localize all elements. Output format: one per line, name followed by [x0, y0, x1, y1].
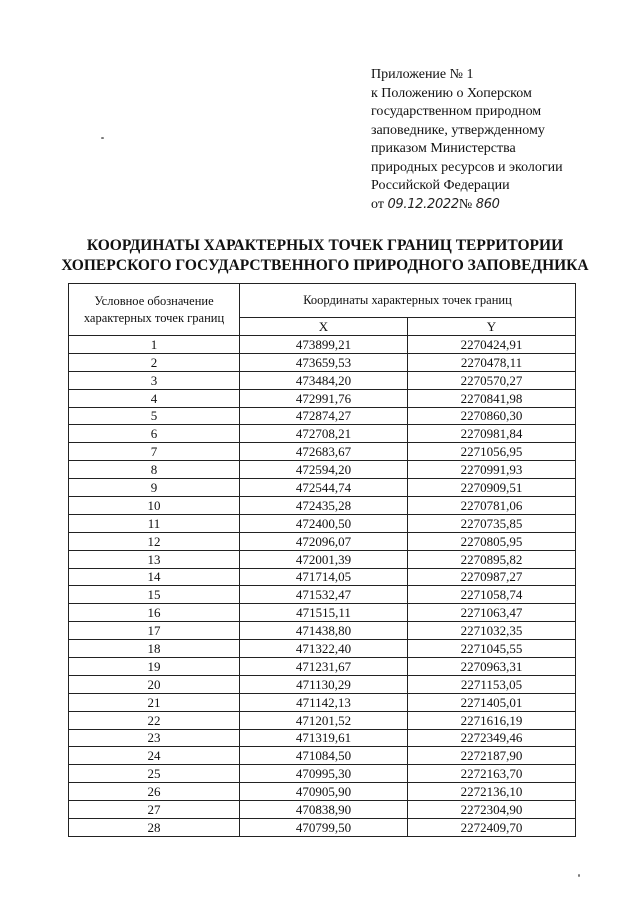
y-coordinate-cell: 2270781,06	[408, 497, 576, 515]
handwritten-number: 860	[475, 196, 500, 212]
table-row	[69, 461, 576, 479]
table-row	[69, 568, 576, 586]
y-coordinate-cell: 2270909,51	[408, 479, 576, 497]
x-coordinate-cell: 471201,52	[240, 711, 408, 729]
y-coordinate-cell: 2271056,95	[408, 443, 576, 461]
y-coordinate-cell: 2270805,95	[408, 532, 576, 550]
point-number-cell: 15	[69, 586, 240, 604]
x-coordinate-cell: 470799,50	[240, 819, 408, 837]
date-prefix: от	[371, 196, 384, 212]
appendix-header	[371, 66, 621, 214]
x-coordinate-cell: 471515,11	[240, 604, 408, 622]
point-number-cell: 11	[69, 514, 240, 532]
x-coordinate-cell: 471714,05	[240, 568, 408, 586]
header-line-1: Приложение № 1	[371, 67, 474, 82]
table-row	[69, 389, 576, 407]
table-row	[69, 336, 576, 354]
point-number-cell: 28	[69, 819, 240, 837]
x-coordinate-cell: 472001,39	[240, 550, 408, 568]
y-coordinate-cell: 2270570,27	[408, 371, 576, 389]
point-label-header: Условное обозначение характерных точек границ	[69, 284, 240, 336]
table-row	[69, 353, 576, 371]
point-number-cell: 10	[69, 497, 240, 515]
table-row	[69, 658, 576, 676]
title-line-1: КООРДИНАТЫ ХАРАКТЕРНЫХ ТОЧЕК ГРАНИЦ ТЕРРИТОРИИ	[86, 237, 564, 254]
table-row	[69, 425, 576, 443]
document-title	[40, 236, 610, 276]
y-coordinate-cell: 2270987,27	[408, 568, 576, 586]
point-number-cell: 26	[69, 783, 240, 801]
y-coordinate-cell: 2270991,93	[408, 461, 576, 479]
x-coordinate-cell: 471319,61	[240, 729, 408, 747]
table-row	[69, 729, 576, 747]
coordinates-table	[68, 283, 576, 837]
table-row	[69, 371, 576, 389]
x-coordinate-cell: 471084,50	[240, 747, 408, 765]
point-number-cell: 22	[69, 711, 240, 729]
table-row	[69, 640, 576, 658]
x-coordinate-cell: 472594,20	[240, 461, 408, 479]
y-coordinate-cell: 2270895,82	[408, 550, 576, 568]
scan-speck	[101, 137, 104, 139]
point-number-cell: 25	[69, 765, 240, 783]
header-line-6: природных ресурсов и экологии	[371, 159, 563, 175]
x-coordinate-cell: 472096,07	[240, 532, 408, 550]
x-coordinate-cell: 471231,67	[240, 658, 408, 676]
header-line-4: заповеднике, утвержденному	[371, 122, 545, 138]
table-row	[69, 443, 576, 461]
header-line-7: Российской Федерации	[371, 178, 510, 193]
table-row	[69, 819, 576, 837]
table-row	[69, 693, 576, 711]
point-number-cell: 12	[69, 532, 240, 550]
y-coordinate-cell: 2271153,05	[408, 675, 576, 693]
x-header: X	[240, 318, 408, 336]
y-coordinate-cell: 2272187,90	[408, 747, 576, 765]
coordinates-header: Координаты характерных точек границ	[240, 284, 576, 318]
point-number-cell: 23	[69, 729, 240, 747]
point-number-cell: 21	[69, 693, 240, 711]
handwritten-date: 09.12.2022	[387, 196, 459, 212]
y-coordinate-cell: 2272304,90	[408, 801, 576, 819]
table-row	[69, 604, 576, 622]
y-coordinate-cell: 2272349,46	[408, 729, 576, 747]
table-row	[69, 765, 576, 783]
point-number-cell: 27	[69, 801, 240, 819]
y-coordinate-cell: 2270478,11	[408, 353, 576, 371]
number-sign: №	[458, 196, 473, 212]
table-row	[69, 622, 576, 640]
table-row	[69, 514, 576, 532]
x-coordinate-cell: 472400,50	[240, 514, 408, 532]
y-header: Y	[408, 318, 576, 336]
table-row	[69, 586, 576, 604]
table-row	[69, 801, 576, 819]
point-number-cell: 20	[69, 675, 240, 693]
y-coordinate-cell: 2271032,35	[408, 622, 576, 640]
y-coordinate-cell: 2270981,84	[408, 425, 576, 443]
point-number-cell: 13	[69, 550, 240, 568]
point-number-cell: 17	[69, 622, 240, 640]
point-number-cell: 4	[69, 389, 240, 407]
y-coordinate-cell: 2270735,85	[408, 514, 576, 532]
point-number-cell: 24	[69, 747, 240, 765]
x-coordinate-cell: 471142,13	[240, 693, 408, 711]
point-number-cell: 14	[69, 568, 240, 586]
point-number-cell: 19	[69, 658, 240, 676]
y-coordinate-cell: 2271405,01	[408, 693, 576, 711]
x-coordinate-cell: 471438,80	[240, 622, 408, 640]
x-coordinate-cell: 472435,28	[240, 497, 408, 515]
x-coordinate-cell: 472683,67	[240, 443, 408, 461]
x-coordinate-cell: 470995,30	[240, 765, 408, 783]
header-line-2: к Положению о Хоперском	[371, 85, 532, 101]
x-coordinate-cell: 472544,74	[240, 479, 408, 497]
table-row	[69, 675, 576, 693]
x-coordinate-cell: 473659,53	[240, 353, 408, 371]
point-number-cell: 7	[69, 443, 240, 461]
table-row	[69, 783, 576, 801]
table-row	[69, 711, 576, 729]
point-number-cell: 5	[69, 407, 240, 425]
y-coordinate-cell: 2272409,70	[408, 819, 576, 837]
y-coordinate-cell: 2272136,10	[408, 783, 576, 801]
table-row	[69, 497, 576, 515]
x-coordinate-cell: 470838,90	[240, 801, 408, 819]
x-coordinate-cell: 470905,90	[240, 783, 408, 801]
point-number-cell: 18	[69, 640, 240, 658]
x-coordinate-cell: 472991,76	[240, 389, 408, 407]
point-number-cell: 1	[69, 336, 240, 354]
table-row	[69, 479, 576, 497]
y-coordinate-cell: 2271045,55	[408, 640, 576, 658]
table-row	[69, 550, 576, 568]
x-coordinate-cell: 471532,47	[240, 586, 408, 604]
y-coordinate-cell: 2271058,74	[408, 586, 576, 604]
x-coordinate-cell: 473899,21	[240, 336, 408, 354]
scan-speck	[578, 874, 580, 877]
header-line-3: государственном природном	[371, 104, 542, 119]
y-coordinate-cell: 2271063,47	[408, 604, 576, 622]
table-row	[69, 747, 576, 765]
coordinates-body	[69, 336, 576, 837]
y-coordinate-cell: 2270963,31	[408, 658, 576, 676]
x-coordinate-cell: 473484,20	[240, 371, 408, 389]
table-row	[69, 407, 576, 425]
x-coordinate-cell: 472708,21	[240, 425, 408, 443]
x-coordinate-cell: 472874,27	[240, 407, 408, 425]
point-number-cell: 9	[69, 479, 240, 497]
point-number-cell: 8	[69, 461, 240, 479]
point-number-cell: 3	[69, 371, 240, 389]
y-coordinate-cell: 2272163,70	[408, 765, 576, 783]
point-number-cell: 2	[69, 353, 240, 371]
y-coordinate-cell: 2270860,30	[408, 407, 576, 425]
header-line-5: приказом Министерства	[371, 141, 516, 156]
y-coordinate-cell: 2270841,98	[408, 389, 576, 407]
x-coordinate-cell: 471322,40	[240, 640, 408, 658]
y-coordinate-cell: 2271616,19	[408, 711, 576, 729]
point-number-cell: 6	[69, 425, 240, 443]
y-coordinate-cell: 2270424,91	[408, 336, 576, 354]
x-coordinate-cell: 471130,29	[240, 675, 408, 693]
table-row	[69, 532, 576, 550]
point-number-cell: 16	[69, 604, 240, 622]
title-line-2: ХОПЕРСКОГО ГОСУДАРСТВЕННОГО ПРИРОДНОГО ЗАПОВЕДНИКА	[61, 257, 589, 274]
order-date-line	[371, 196, 621, 215]
